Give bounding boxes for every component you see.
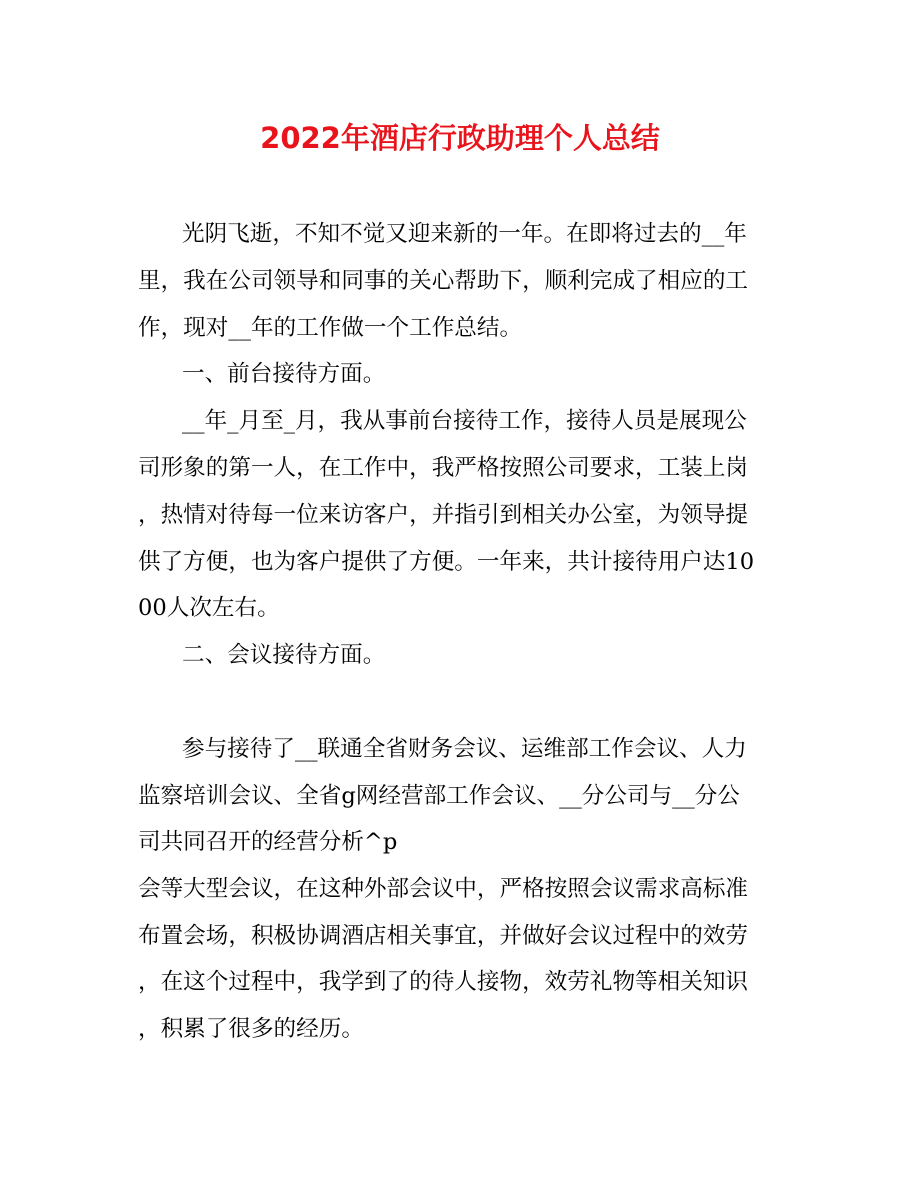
paragraph-line: ，积累了很多的经历。 <box>138 1016 364 1042</box>
paragraph-line: 布置会场，积极协调酒店相关事宜，并做好会议过程中的效劳 <box>138 923 749 949</box>
section-heading: 二、会议接待方面。 <box>182 642 386 668</box>
paragraph-line: 作，现对__年的工作做一个工作总结。 <box>138 315 523 341</box>
paragraph-line: 会等大型会议，在这种外部会议中，严格按照会议需求高标准 <box>138 876 749 902</box>
paragraph-line: ，在这个过程中，我学到了的待人接物，效劳礼物等相关知识 <box>138 969 749 995</box>
paragraph-line: 司形象的第一人，在工作中，我严格按照公司要求，工装上岗 <box>138 455 749 481</box>
paragraph-line: 监察培训会议、全省g网经营部工作会议、__分公司与__分公 <box>138 783 740 809</box>
paragraph-line: 参与接待了__联通全省财务会议、运维部工作会议、人力 <box>182 736 747 762</box>
paragraph-line: ，热情对待每一位来访客户，并指引到相关办公室，为领导提 <box>138 502 749 528</box>
paragraph-line: 司共同召开的经营分析^p <box>138 829 398 855</box>
paragraph-line: 供了方便，也为客户提供了方便。一年来，共计接待用户达10 <box>138 549 755 575</box>
paragraph-line: __年_月至_月，我从事前台接待工作，接待人员是展现公 <box>182 408 747 434</box>
paragraph-line: 里，我在公司领导和同事的关心帮助下，顺利完成了相应的工 <box>138 268 749 294</box>
paragraph-line: 光阴飞逝，不知不觉又迎来新的一年。在即将过去的__年 <box>182 221 747 247</box>
document-title: 2022年酒店行政助理个人总结 <box>260 121 660 155</box>
paragraph-line: 00人次左右。 <box>138 595 280 621</box>
section-heading: 一、前台接待方面。 <box>182 361 386 387</box>
